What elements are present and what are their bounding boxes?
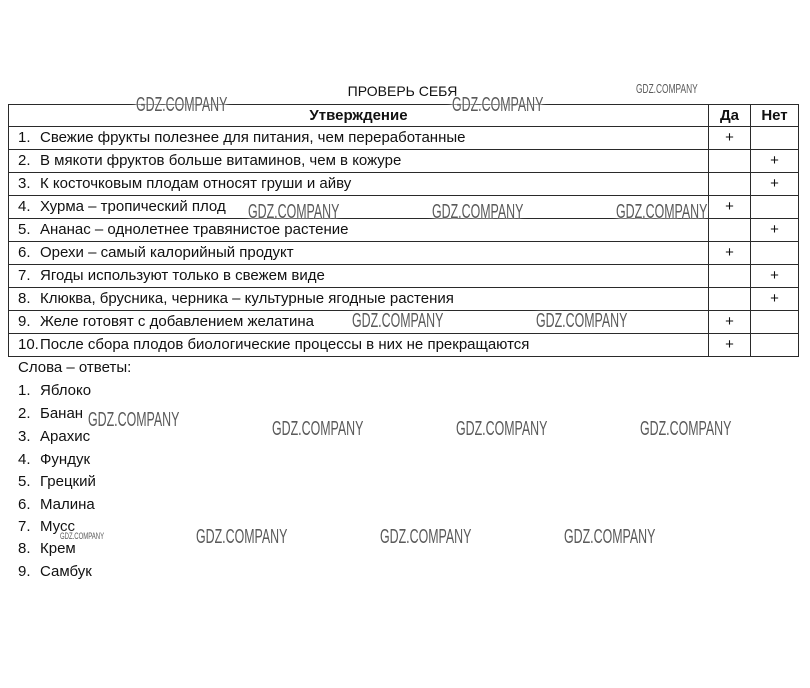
watermark: GDZ.COMPANY: [456, 418, 548, 440]
watermark: GDZ.COMPANY: [452, 94, 544, 116]
yes-cell: +: [709, 196, 751, 219]
statement-cell: [9, 288, 709, 311]
no-cell: +: [751, 150, 799, 173]
no-cell: [751, 334, 799, 357]
answer-word: Мусс: [40, 518, 75, 535]
row-number: 6.: [18, 244, 31, 261]
answer-word: Арахис: [40, 428, 91, 445]
table-row: [9, 150, 799, 173]
statement-text: Орехи – самый калорийный продукт: [40, 244, 294, 261]
statement-text: Ананас – однолетнее травянистое растение: [40, 221, 349, 238]
watermark: GDZ.COMPANY: [272, 418, 364, 440]
answer-word: Фундук: [40, 451, 91, 468]
statement-cell: [9, 219, 709, 242]
answer-item: [18, 451, 90, 469]
yes-cell: +: [709, 242, 751, 265]
header-statement: Утверждение: [9, 105, 709, 127]
statement-text: Хурма – тропический плод: [40, 198, 226, 215]
no-cell: [751, 127, 799, 150]
no-cell: [751, 242, 799, 265]
answer-item: [18, 405, 83, 423]
answer-word: Самбук: [40, 563, 92, 580]
answer-number: 3.: [18, 428, 31, 445]
watermark: GDZ.COMPANY: [636, 82, 698, 96]
no-cell: +: [751, 288, 799, 311]
statement-cell: [9, 265, 709, 288]
answer-item: [18, 563, 92, 581]
watermark: GDZ.COMPANY: [136, 94, 228, 116]
answer-word: Банан: [40, 405, 84, 422]
watermark: GDZ.COMPANY: [536, 310, 628, 332]
yes-cell: [709, 288, 751, 311]
statement-cell: [9, 173, 709, 196]
statement-text: Желе готовят с добавлением желатина: [40, 313, 315, 330]
row-number: 1.: [18, 129, 31, 146]
header-yes: Да: [709, 105, 751, 127]
statement-cell: [9, 150, 709, 173]
page-title: ПРОВЕРЬ СЕБЯ: [347, 83, 458, 99]
row-number: 3.: [18, 175, 31, 192]
statement-text: Клюква, брусника, черника – культурные ягодные растения: [40, 290, 454, 307]
answer-number: 5.: [18, 473, 31, 490]
watermark: GDZ.COMPANY: [616, 201, 708, 223]
answer-word: Яблоко: [40, 382, 92, 399]
answer-item: [18, 540, 76, 558]
watermark: GDZ.COMPANY: [640, 418, 732, 440]
no-cell: +: [751, 219, 799, 242]
watermark: GDZ.COMPANY: [564, 526, 656, 548]
statement-text: К косточковым плодам относят груши и айву: [40, 175, 352, 192]
row-number: 9.: [18, 313, 31, 330]
table-row: [9, 288, 799, 311]
answer-number: 6.: [18, 496, 31, 513]
statement-cell: [9, 334, 709, 357]
answer-number: 7.: [18, 518, 31, 535]
statement-text: Свежие фрукты полезнее для питания, чем переработанные: [40, 129, 466, 146]
watermark: GDZ.COMPANY: [60, 531, 105, 542]
row-number: 7.: [18, 267, 31, 284]
statement-cell: [9, 196, 709, 219]
statement-cell: [9, 242, 709, 265]
table-row: [9, 265, 799, 288]
no-cell: +: [751, 173, 799, 196]
yes-cell: [709, 150, 751, 173]
answers-heading: Слова – ответы:: [18, 359, 132, 376]
answer-number: 2.: [18, 405, 31, 422]
yes-cell: +: [709, 311, 751, 334]
no-cell: +: [751, 265, 799, 288]
statement-text: После сбора плодов биологические процессы в них не прекращаются: [40, 336, 530, 353]
answer-number: 1.: [18, 382, 31, 399]
watermark: GDZ.COMPANY: [196, 526, 288, 548]
yes-cell: [709, 265, 751, 288]
table-row: [9, 173, 799, 196]
statement-cell: [9, 127, 709, 150]
answer-word: Грецкий: [40, 473, 96, 490]
yes-cell: [709, 219, 751, 242]
statement-text: Ягоды используют только в свежем виде: [40, 267, 325, 284]
watermark: GDZ.COMPANY: [352, 310, 444, 332]
table-row: [9, 242, 799, 265]
row-number: 5.: [18, 221, 31, 238]
answer-item: [18, 428, 90, 446]
row-number: 10.: [18, 336, 39, 353]
table-row: [9, 334, 799, 357]
watermark: GDZ.COMPANY: [88, 409, 180, 431]
answer-word: Крем: [40, 540, 76, 557]
table-header-row: [9, 105, 799, 127]
answer-word: Малина: [40, 496, 95, 513]
yes-cell: [709, 173, 751, 196]
row-number: 8.: [18, 290, 31, 307]
row-number: 4.: [18, 198, 31, 215]
table-row: [9, 127, 799, 150]
row-number: 2.: [18, 152, 31, 169]
answer-item: [18, 473, 96, 491]
statement-text: В мякоти фруктов больше витаминов, чем в кожуре: [40, 152, 402, 169]
answer-item: [18, 382, 91, 400]
answer-number: 4.: [18, 451, 31, 468]
answer-item: [18, 496, 95, 514]
yes-cell: +: [709, 127, 751, 150]
watermark: GDZ.COMPANY: [248, 201, 340, 223]
watermark: GDZ.COMPANY: [380, 526, 472, 548]
watermark: GDZ.COMPANY: [432, 201, 524, 223]
header-no: Нет: [751, 105, 799, 127]
yes-cell: +: [709, 334, 751, 357]
no-cell: [751, 311, 799, 334]
no-cell: [751, 196, 799, 219]
answer-number: 9.: [18, 563, 31, 580]
answer-number: 8.: [18, 540, 31, 557]
